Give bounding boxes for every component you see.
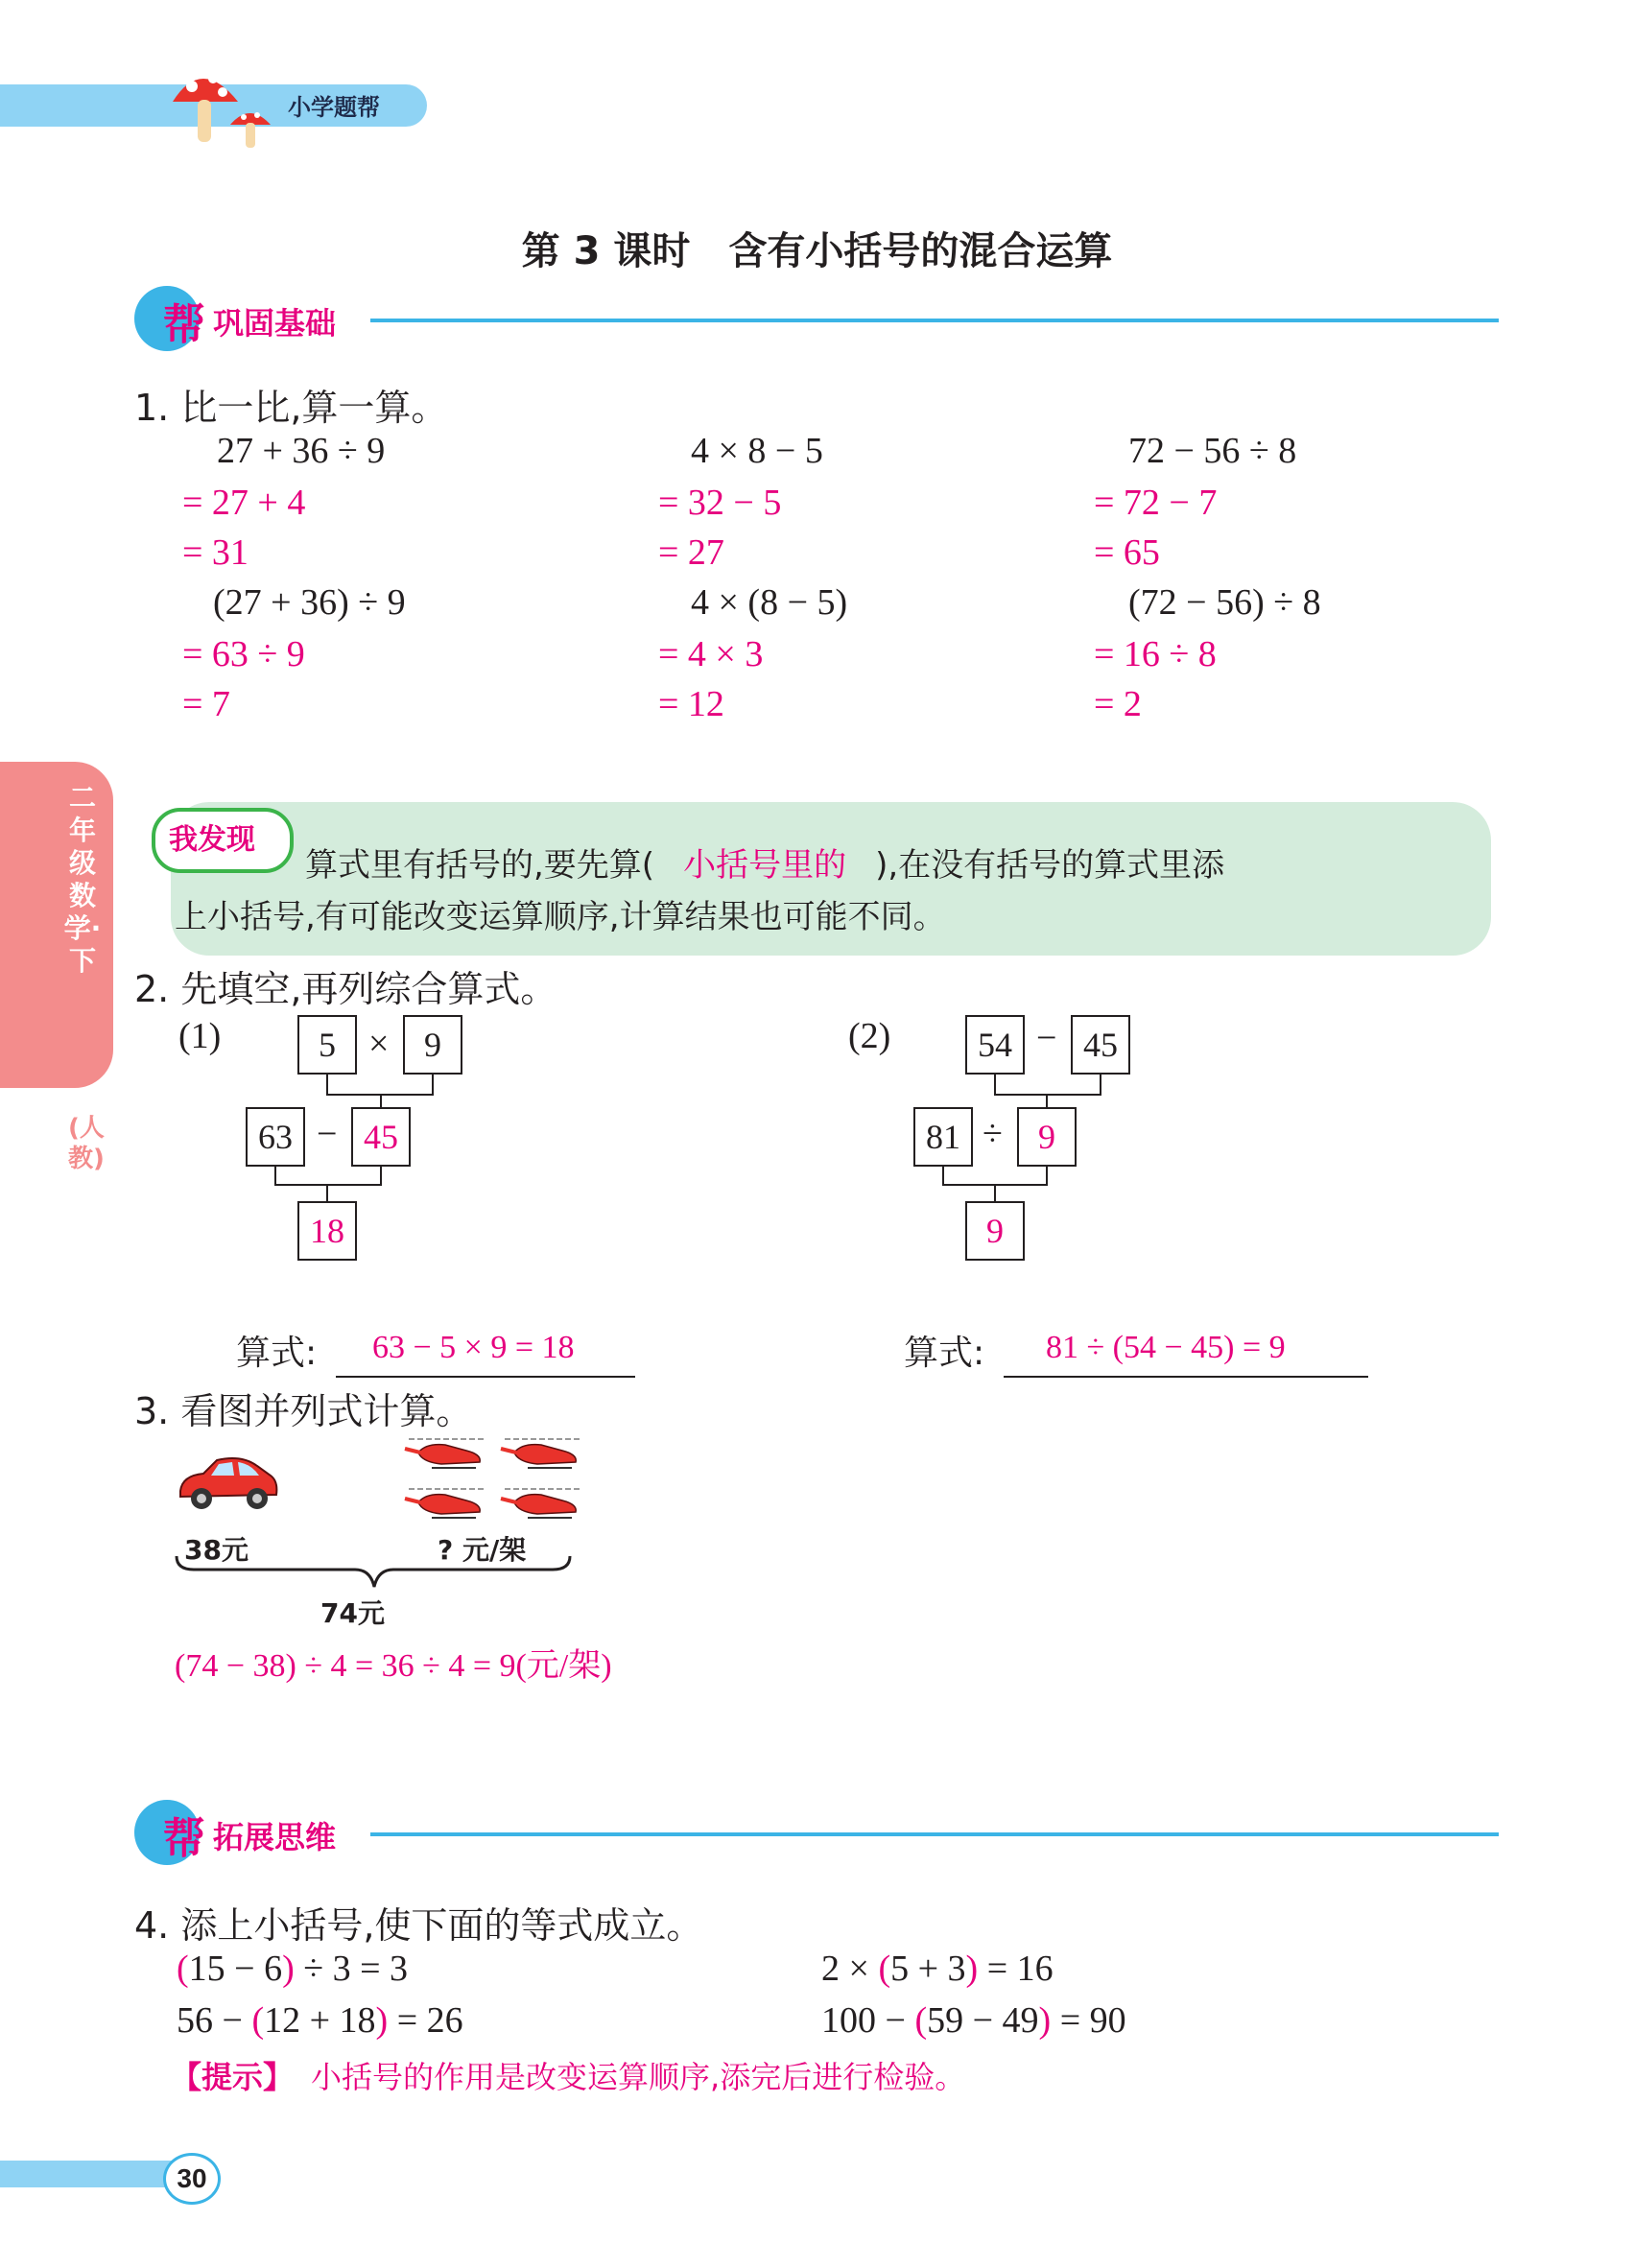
q4-eq3-rest: = 26: [388, 2000, 463, 2041]
q1-c3-step2b: = 2: [1094, 684, 1142, 724]
q4-eq4-pre: 100 −: [821, 2000, 915, 2041]
q1-c2-step1a: = 32 − 5: [658, 483, 782, 523]
q4-hint-text: 小括号的作用是改变运算顺序,添完后进行检验。: [311, 2059, 966, 2095]
car-icon: [175, 1453, 280, 1514]
discover-answer: 小括号里的: [683, 846, 847, 885]
page-title: 第 3 课时 含有小括号的混合运算: [521, 229, 1113, 273]
connector: [1046, 1167, 1048, 1186]
q2-p1-bottom: 18: [297, 1201, 357, 1261]
section-divider: [370, 1832, 1499, 1836]
q2-p2-formula-label: 算式:: [904, 1334, 985, 1373]
q1-c3-step1a: = 72 − 7: [1094, 483, 1218, 523]
q1-c1-step1a: = 27 + 4: [182, 483, 306, 523]
q4-eq1: [177, 1948, 408, 1990]
q2-p2-top-op: −: [1036, 1018, 1057, 1058]
q2-part1-label: (1): [178, 1016, 222, 1056]
q2-p2-mid-b: 9: [1017, 1107, 1077, 1167]
q4-prompt: 4. 添上小括号,使下面的等式成立。: [134, 1904, 703, 1947]
page-number: 30: [163, 2153, 221, 2205]
q4-eq2-open-paren: (: [878, 1949, 891, 1989]
q2-p1-formula-label: 算式:: [236, 1334, 318, 1373]
discover-text-before: 算式里有括号的,要先算(: [305, 846, 655, 885]
discover-badge-label: 我发现: [169, 823, 255, 857]
connector: [942, 1167, 944, 1186]
section-basic-bang: 帮: [163, 300, 205, 349]
q4-eq3-inner: 12 + 18: [264, 2000, 376, 2041]
connector: [326, 1184, 328, 1201]
q4-eq2-pre: 2 ×: [821, 1949, 879, 1989]
q2-p1-top-op: ×: [368, 1024, 390, 1064]
connector: [994, 1075, 996, 1096]
q2-p2-formula: 81 ÷ (54 − 45) = 9: [1046, 1330, 1286, 1365]
q3-heli-price: ? 元/架: [438, 1534, 527, 1566]
connector: [1100, 1075, 1101, 1096]
q4-eq2-rest: = 16: [978, 1949, 1054, 1989]
q4-eq3-pre: 56 −: [177, 2000, 252, 2041]
q4-eq1-inner: 15 − 6: [188, 1949, 283, 1989]
connector: [274, 1184, 382, 1186]
connector: [1046, 1094, 1048, 1107]
section-extend-label: 拓展思维: [213, 1819, 337, 1855]
q2-p2-bottom: 9: [965, 1201, 1025, 1261]
q2-p1-formula: 63 − 5 × 9 = 18: [372, 1330, 575, 1365]
q4-eq2-close-paren: ): [965, 1949, 979, 1989]
discover-text-after: ),在没有括号的算式里添: [875, 846, 1225, 885]
series-label: 小学题帮: [288, 94, 380, 121]
q2-p1-top-b: 9: [403, 1015, 462, 1075]
q4-eq4-close-paren: ): [1038, 2000, 1052, 2041]
q4-hint: [171, 2053, 965, 2097]
connector: [380, 1094, 382, 1107]
q4-eq3: [177, 1999, 463, 2042]
q4-eq1-open-paren: (: [177, 1949, 189, 1989]
q1-c2-step2a: = 4 × 3: [658, 634, 764, 674]
connector: [432, 1075, 434, 1096]
q2-p1-mid-b: 45: [351, 1107, 411, 1167]
q1-c3-expr2: (72 − 56) ÷ 8: [1128, 582, 1321, 623]
q4-eq1-rest: ÷ 3 = 3: [294, 1949, 409, 1989]
q3-total: 74元: [320, 1597, 385, 1629]
q4-eq3-open-paren: (: [251, 2000, 265, 2041]
q4-hint-label: 【提示】: [171, 2059, 295, 2095]
q2-p1-mid-a: 63: [246, 1107, 305, 1167]
connector: [994, 1094, 1101, 1096]
q2-part2-label: (2): [848, 1016, 891, 1056]
q4-eq1-close-paren: ): [282, 1949, 295, 1989]
section-extend-bang: 帮: [163, 1814, 205, 1863]
discover-line2: 上小括号,有可能改变运算顺序,计算结果也可能不同。: [175, 898, 946, 936]
footer-band: [0, 2161, 173, 2187]
q4-eq4-rest: = 90: [1051, 2000, 1126, 2041]
q3-answer: (74 − 38) ÷ 4 = 36 ÷ 4 = 9(元/架): [175, 1648, 612, 1684]
q2-p1-top-a: 5: [297, 1015, 357, 1075]
q1-c1-expr1: 27 + 36 ÷ 9: [217, 431, 386, 471]
q4-eq2-inner: 5 + 3: [890, 1949, 966, 1989]
q2-p2-top-b: 45: [1071, 1015, 1130, 1075]
discover-line1: [305, 839, 1224, 886]
connector: [274, 1167, 276, 1186]
q1-c1-step2b: = 7: [182, 684, 230, 724]
q1-c1-step1b: = 31: [182, 532, 249, 573]
q1-prompt: 1. 比一比,算一算。: [134, 387, 448, 429]
q1-c3-expr1: 72 − 56 ÷ 8: [1128, 431, 1297, 471]
q1-c2-expr2: 4 × (8 − 5): [691, 582, 848, 623]
connector: [994, 1184, 996, 1201]
q1-c2-step1b: = 27: [658, 532, 724, 573]
q1-c1-expr2: (27 + 36) ÷ 9: [213, 582, 406, 623]
q1-c1-step2a: = 63 ÷ 9: [182, 634, 305, 674]
q2-p2-mid-op: ÷: [983, 1114, 1003, 1154]
q4-eq2: [821, 1948, 1054, 1990]
q1-c3-step2a: = 16 ÷ 8: [1094, 634, 1217, 674]
q3-prompt: 3. 看图并列式计算。: [134, 1390, 473, 1432]
q4-eq4-inner: 59 − 49: [927, 2000, 1039, 2041]
q4-eq4-open-paren: (: [914, 2000, 928, 2041]
q2-p2-mid-a: 81: [913, 1107, 973, 1167]
section-divider: [370, 319, 1499, 322]
q4-eq4: [821, 1999, 1126, 2042]
helicopter-icon: [403, 1431, 585, 1537]
q4-eq3-close-paren: ): [375, 2000, 389, 2041]
connector: [326, 1075, 328, 1096]
side-tab-grade: 二年级数学·下: [63, 782, 102, 977]
connector: [380, 1167, 382, 1186]
q1-c2-step2b: = 12: [658, 684, 724, 724]
q2-prompt: 2. 先填空,再列综合算式。: [134, 968, 557, 1010]
side-tab-edition: (人教): [68, 1114, 105, 1173]
mushroom-icon: [163, 56, 278, 152]
q1-c2-expr1: 4 × 8 − 5: [691, 431, 823, 471]
q3-car-price: 38元: [184, 1534, 249, 1566]
q1-c3-step1b: = 65: [1094, 532, 1160, 573]
section-basic-label: 巩固基础: [213, 305, 337, 342]
q2-p2-top-a: 54: [965, 1015, 1025, 1075]
q2-p1-mid-op: −: [317, 1114, 338, 1154]
